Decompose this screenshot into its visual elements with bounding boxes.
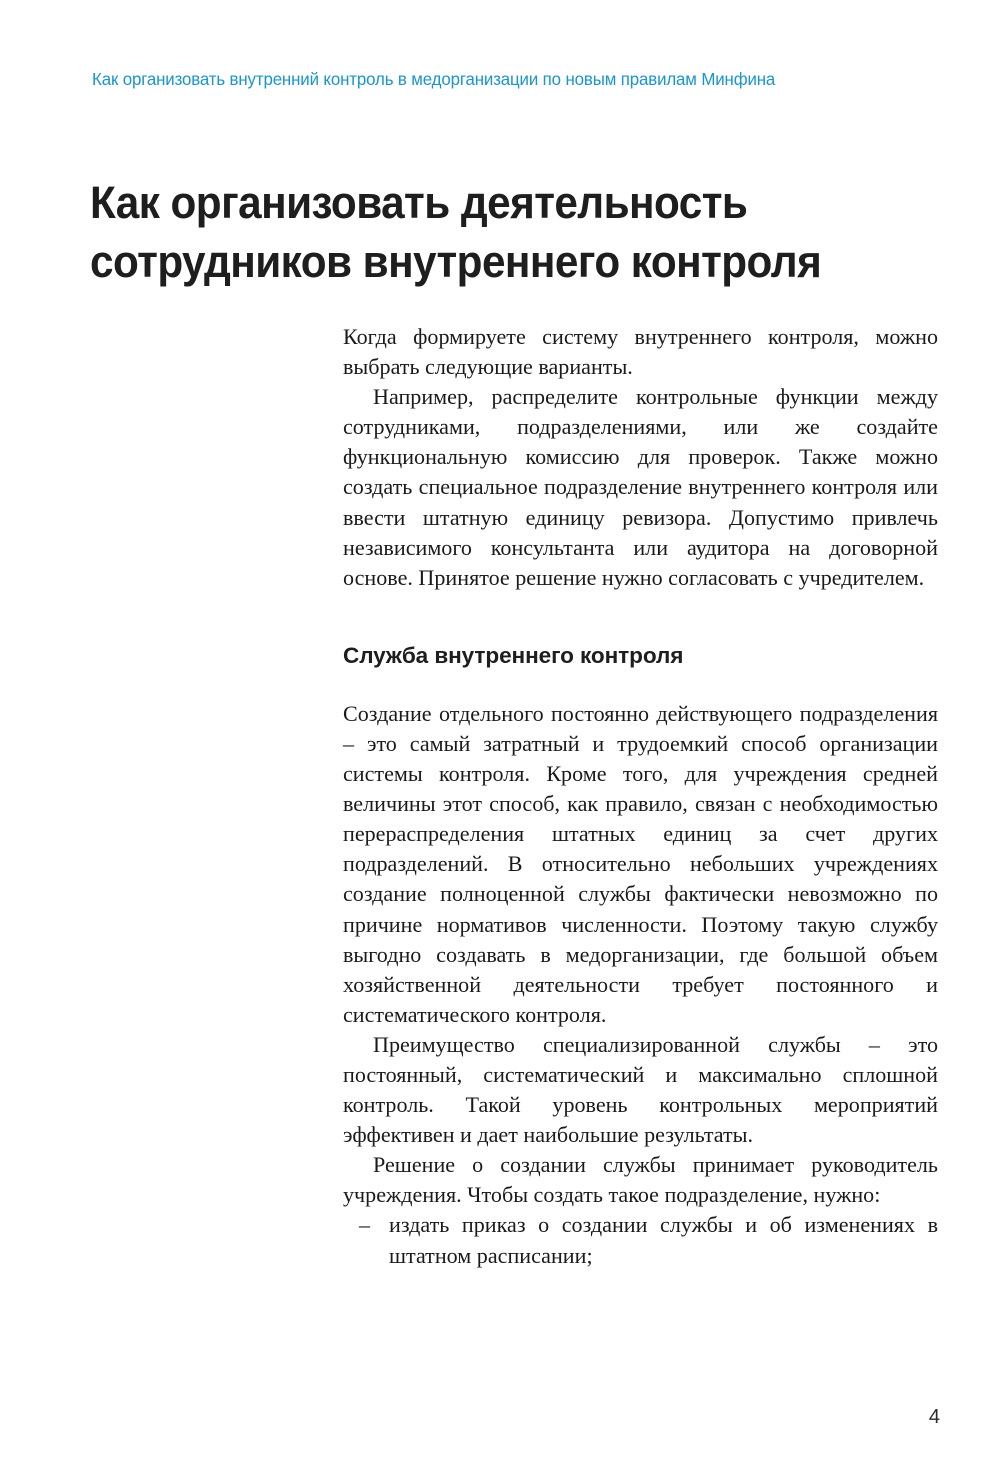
page-title-line-1: Как организовать деятельность (90, 177, 748, 229)
paragraph-decision: Решение о создании службы принимает руководитель учреждения. Чтобы создать такое подразделение, нужно: (343, 1152, 938, 1208)
paragraph-intro: Когда формируете систему внутреннего контроля, можно выбрать следующие варианты. (343, 324, 938, 380)
page-title (90, 173, 950, 291)
list-dash-marker: – (359, 1212, 371, 1238)
page-title-line-2: сотрудников внутреннего контроля (90, 236, 822, 288)
paragraph-advantage: Преимущество специализированной службы – это постоянный, систематический и максимально сплошной контроль. Такой уровень контрольных мероприятий эффективен и дает наибольшие результаты. (343, 1031, 938, 1148)
paragraph-separate-unit: Создание отдельного постоянно действующего подразделения – это самый затратный и трудоемкий способ организации системы контроля. Кроме того, для учреждения средней величины этот способ, как правило, связан с необходимостью перераспределения штатных единиц за счет других подразделений. В относительно небольших учреждениях создание полноценной службы фактически невозможно по причине нормативов численности. Поэтому такую службу выгодно создавать в медорганизации, где большой объем хозяйственной деятельности требует постоянного и систематического контроля. (343, 700, 938, 1027)
running-header: Как организовать внутренний контроль в медорганизации по новым правилам Минфина (92, 69, 776, 89)
section-subheading: Служба внутреннего контроля (343, 642, 684, 668)
requirements-list (343, 1210, 938, 1270)
list-item-text: издать приказ о создании службы и об изменениях в штатном расписании; (389, 1212, 938, 1268)
list-item (343, 1210, 938, 1270)
paragraph-options: Например, распределите контрольные функции между сотрудниками, подразделениями, или же создайте функциональную комиссию для проверок. Также можно создать специальное подразделение внутреннего контроля или ввести штатную единицу ревизора. Допустимо привлечь независимого консультанта или аудитора на договорной основе. Принятое решение нужно согласовать с учредителем. (343, 384, 938, 590)
spacer-after-subheading (343, 671, 938, 699)
body-column (343, 322, 938, 1271)
page-number: 4 (928, 1406, 940, 1428)
spacer-before-subheading (343, 593, 938, 641)
